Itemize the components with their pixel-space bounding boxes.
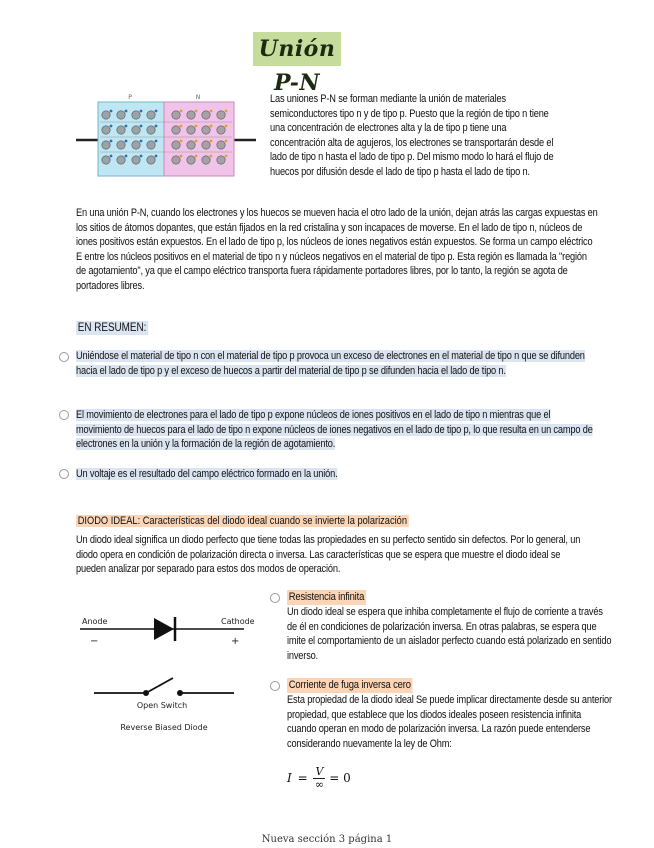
- lattice-carrier: [110, 155, 113, 158]
- bullet-icon: [59, 410, 69, 420]
- lattice-atom: [217, 141, 225, 149]
- minus-sign: −: [90, 636, 99, 647]
- lattice-carrier: [125, 155, 128, 158]
- summary-item-1: Uniéndose el material de tipo n con el material de tipo p provoca un exceso de electrones en el material de tipo n que se difunden hacia el lado de tipo p y el exceso de huecos a partir del material de tipo p se difunden hacia el lado de tipo n.: [76, 350, 585, 377]
- pn-lattice-figure: [76, 90, 256, 182]
- lattice-carrier: [125, 125, 128, 128]
- lattice-atom: [132, 141, 140, 149]
- switch-label: Open Switch: [136, 701, 188, 710]
- lattice-carrier: [210, 155, 213, 158]
- property-1-text: Un diodo ideal se espera que inhiba completamente el flujo de corriente a través de él en condiciones de polarización inversa. En otras palabras, se espera que imite el comportamiento de un aislador perfecto cuando está polarizado en sentido inverso.: [287, 606, 612, 662]
- lattice-carrier: [110, 125, 113, 128]
- lattice-atom: [102, 111, 110, 119]
- paragraph-depletion: En una unión P-N, cuando los electrones y los huecos se mueven hacia el otro lado de la unión, dejan atrás las cargas expuestas en los sitios de átomos dopantes, que están fijados en la red cristalina y son incapaces de moverse. En el lado de tipo n, núcleos de iones positivos están expuestos. En el lado de tipo p, los núcleos de iones negativos están expuestos. Se forma un campo eléctrico E entre los núcleos positivos en el material de tipo n y núcleos negativos en el material de tipo p. Esta región es llamada la "región de agotamiento", ya que el campo eléctrico transporta fuera rápidamente portadores libres, por lo tanto, la región se agota de portadores libres.: [76, 207, 598, 292]
- lattice-atom: [217, 111, 225, 119]
- lattice-carrier: [110, 110, 113, 113]
- lattice-atom: [147, 141, 155, 149]
- property-2-heading: Corriente de fuga inversa cero: [288, 679, 411, 691]
- lattice-carrier: [195, 125, 198, 128]
- lattice-atom: [172, 156, 180, 164]
- open-switch-icon: [146, 678, 173, 693]
- lattice-carrier: [140, 155, 143, 158]
- lattice-carrier: [210, 125, 213, 128]
- lattice-atom: [117, 141, 125, 149]
- lattice-carrier: [180, 125, 183, 128]
- summary-heading: EN RESUMEN:: [77, 322, 147, 334]
- intro-text: Las uniones P-N se forman mediante la unión de materiales semiconductores tipo n y de tipo p. Puesto que la región de tipo n tiene una concentración de electrones alta y la de tipo p tiene una concentración alta de agujeros, los electrones se transportarán desde el lado de tipo n hasta el lado de tipo p. Del mismo modo lo hará el flujo de huecos por difusión desde el lado de tipo p hasta el lado de tipo n.: [270, 93, 554, 178]
- page-footer: Nueva sección 3 página 1: [261, 834, 393, 845]
- bullet-icon: [270, 681, 280, 691]
- bullet-icon: [59, 469, 69, 479]
- lattice-carrier: [195, 155, 198, 158]
- formula-denominator: ∞: [314, 778, 325, 791]
- lattice-carrier: [225, 125, 228, 128]
- lattice-atom: [147, 156, 155, 164]
- lattice-atom: [187, 141, 195, 149]
- summary-item-2: El movimiento de electrones para el lado de tipo p expone núcleos de iones positivos en el lado de tipo n mientras que el movimiento de huecos para el lado de tipo n expone núcleos de iones negativos en el lado de tipo p, lo que resulta en un campo de electrones en la unión y la formación de la región de agotamiento.: [76, 409, 593, 451]
- bullet-icon: [270, 593, 280, 603]
- lattice-atom: [172, 126, 180, 134]
- lattice-carrier: [225, 110, 228, 113]
- lattice-carrier: [180, 110, 183, 113]
- diode-paragraph: Un diodo ideal significa un diodo perfecto que tiene todas las propiedades en su perfecto sentido sin defectos. Por lo general, un diodo opera en condición de polarización directa o inversa. Las características que se espera que muestre el diodo ideal se pueden analizar por separado para estos dos modos de operación.: [76, 534, 581, 576]
- formula-rhs: = 0: [329, 771, 351, 785]
- lattice-atom: [187, 156, 195, 164]
- diode-heading: DIODO IDEAL: Características del diodo ideal cuando se invierte la polarización: [77, 515, 408, 527]
- lattice-atom: [172, 111, 180, 119]
- page-title: Unión P-N: [253, 32, 341, 66]
- lattice-carrier: [155, 155, 158, 158]
- lattice-atom: [202, 141, 210, 149]
- lattice-atom: [102, 156, 110, 164]
- lattice-carrier: [125, 110, 128, 113]
- bullet-icon: [59, 352, 69, 362]
- lattice-atom: [217, 156, 225, 164]
- lattice-atom: [102, 141, 110, 149]
- formula-numerator: V: [315, 765, 324, 778]
- lattice-carrier: [140, 125, 143, 128]
- lattice-carrier: [125, 140, 128, 143]
- summary-item-3: Un voltaje es el resultado del campo eléctrico formado en la unión.: [76, 468, 338, 480]
- reverse-diode-figure: [76, 606, 256, 736]
- lattice-carrier: [155, 125, 158, 128]
- lattice-carrier: [195, 140, 198, 143]
- lattice-atom: [217, 126, 225, 134]
- lattice-atom: [147, 126, 155, 134]
- lattice-atom: [132, 126, 140, 134]
- lattice-atom: [132, 111, 140, 119]
- label-n: N: [195, 94, 201, 101]
- lattice-carrier: [225, 155, 228, 158]
- lattice-atom: [147, 111, 155, 119]
- ohm-formula: I = V ∞ = 0: [287, 765, 351, 791]
- lattice-carrier: [195, 110, 198, 113]
- lattice-atom: [132, 156, 140, 164]
- figure-caption: Reverse Biased Diode: [120, 723, 208, 732]
- property-1-heading: Resistencia infinita: [288, 591, 365, 603]
- lattice-carrier: [155, 140, 158, 143]
- lattice-carrier: [155, 110, 158, 113]
- lattice-atom: [187, 111, 195, 119]
- lattice-carrier: [180, 155, 183, 158]
- label-p: P: [128, 94, 132, 101]
- lattice-atom: [117, 126, 125, 134]
- lattice-carrier: [210, 110, 213, 113]
- lattice-carrier: [210, 140, 213, 143]
- formula-lhs: I: [287, 771, 292, 785]
- lattice-atom: [117, 156, 125, 164]
- lattice-atom: [202, 156, 210, 164]
- lattice-carrier: [225, 140, 228, 143]
- lattice-carrier: [110, 140, 113, 143]
- lattice-atom: [102, 126, 110, 134]
- lattice-atom: [172, 141, 180, 149]
- plus-sign: +: [231, 636, 240, 647]
- lattice-atom: [202, 126, 210, 134]
- lattice-carrier: [140, 110, 143, 113]
- lattice-carrier: [180, 140, 183, 143]
- lattice-carrier: [140, 140, 143, 143]
- diode-symbol: [154, 618, 174, 640]
- cathode-label: Cathode: [221, 617, 255, 626]
- lattice-atom: [117, 111, 125, 119]
- property-2-text: Esta propiedad de la diodo ideal Se puede implicar directamente desde su anterior propiedad, que establece que los diodos ideales poseen resistencia infinita cuando operan en modo de polarización inversa. La razón puede entenderse considerando nuevamente la ley de Ohm:: [287, 694, 612, 750]
- lattice-atom: [187, 126, 195, 134]
- lattice-atom: [202, 111, 210, 119]
- anode-label: Anode: [82, 617, 108, 626]
